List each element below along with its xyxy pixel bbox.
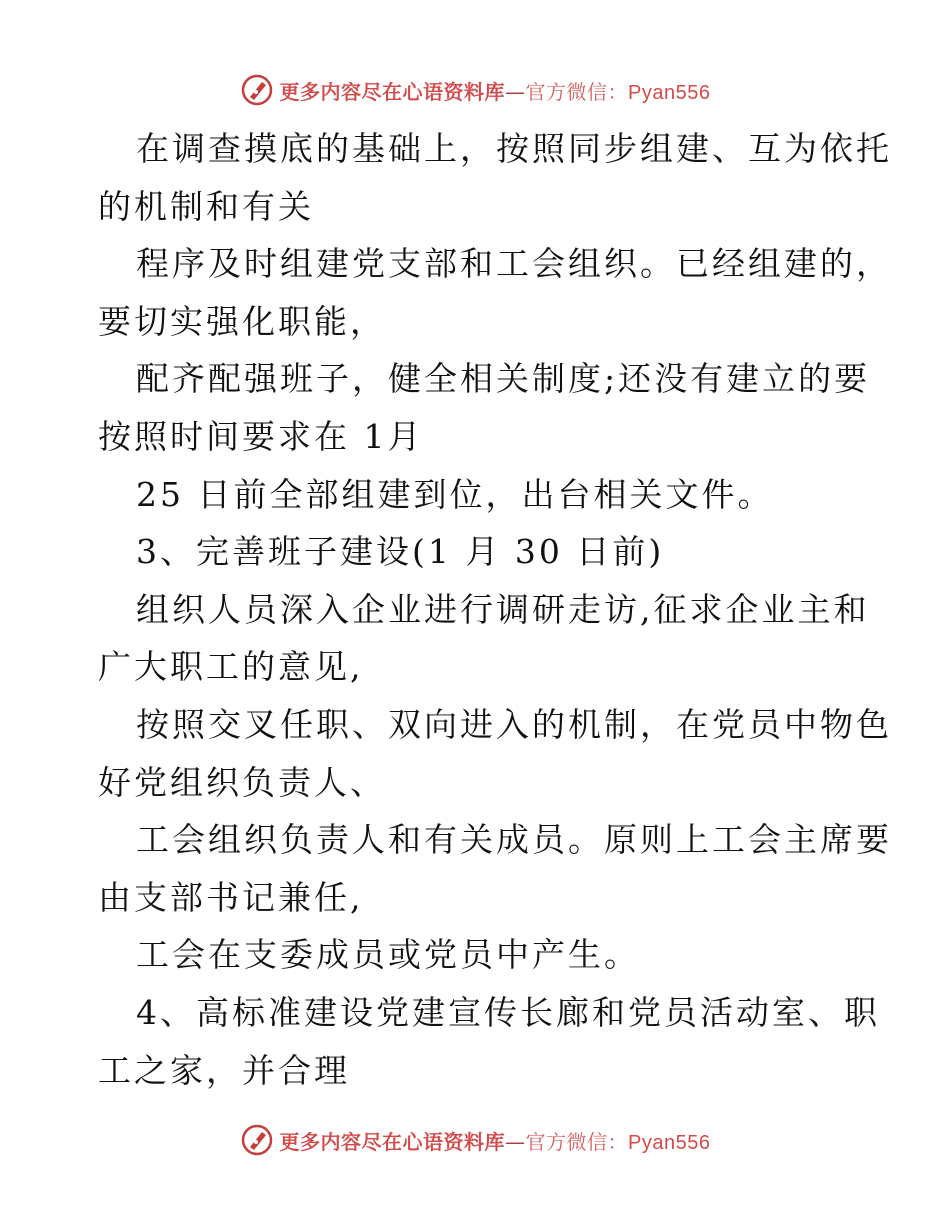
watermark-wechat-label: 官方微信： xyxy=(525,1129,629,1154)
document-body xyxy=(98,120,892,1099)
watermark-prefix: 更多内容尽在心语资料库 xyxy=(279,79,506,104)
paragraph xyxy=(98,926,858,984)
watermark-wechat-id: Pyan556 xyxy=(628,1131,711,1154)
watermark-separator: — xyxy=(505,1129,526,1154)
watermark-prefix: 更多内容尽在心语资料库 xyxy=(279,1129,506,1154)
paragraph xyxy=(98,696,892,811)
watermark-wechat-id: Pyan556 xyxy=(628,81,711,104)
text-line: 配齐配强班子，健全相关制度;还没有建立的要 xyxy=(136,359,871,399)
watermark-text xyxy=(280,76,711,105)
paragraph xyxy=(98,523,858,581)
paragraph xyxy=(98,350,871,465)
paragraph xyxy=(98,984,880,1099)
paragraph xyxy=(98,811,892,926)
text-line: 广大职工的意见, xyxy=(98,647,364,687)
text-line: 工之家，并合理 xyxy=(98,1050,350,1090)
text-line: 按照时间要求在 1月 xyxy=(98,416,424,456)
pen-nib-logo-icon xyxy=(240,73,274,107)
watermark-wechat-label: 官方微信： xyxy=(525,79,629,104)
text-line: 程序及时组建党支部和工会组织。已经组建的， xyxy=(136,244,892,284)
text-line: 的机制和有关 xyxy=(98,186,314,226)
paragraph xyxy=(98,466,858,524)
page-footer-watermark xyxy=(0,1120,950,1160)
text-line: 工会在支委成员或党员中产生。 xyxy=(136,935,640,975)
text-line: 好党组织负责人、 xyxy=(98,762,386,802)
text-line: 由支部书记兼任, xyxy=(98,877,364,917)
text-line: 在调查摸底的基础上，按照同步组建、互为依托 xyxy=(136,129,892,168)
pen-nib-logo-icon xyxy=(240,1123,274,1157)
text-line: 工会组织负责人和有关成员。原则上工会主席要 xyxy=(136,820,892,860)
watermark-separator: — xyxy=(505,79,526,104)
text-line: 25 日前全部组建到位，出台相关文件。 xyxy=(136,474,774,514)
section-heading: 3、完善班子建设(1 月 30 日前) xyxy=(136,532,665,572)
section-heading: 4、高标准建设党建宣传长廊和党员活动室、职 xyxy=(136,992,880,1032)
paragraph xyxy=(98,581,870,696)
page-header-watermark xyxy=(0,70,950,110)
paragraph xyxy=(98,120,892,235)
watermark-text xyxy=(280,1126,711,1155)
text-line: 组织人员深入企业进行调研走访,征求企业主和 xyxy=(136,589,870,629)
text-line: 按照交叉任职、双向进入的机制，在党员中物色 xyxy=(136,704,892,744)
paragraph xyxy=(98,235,892,350)
text-line: 要切实强化职能， xyxy=(98,301,386,341)
